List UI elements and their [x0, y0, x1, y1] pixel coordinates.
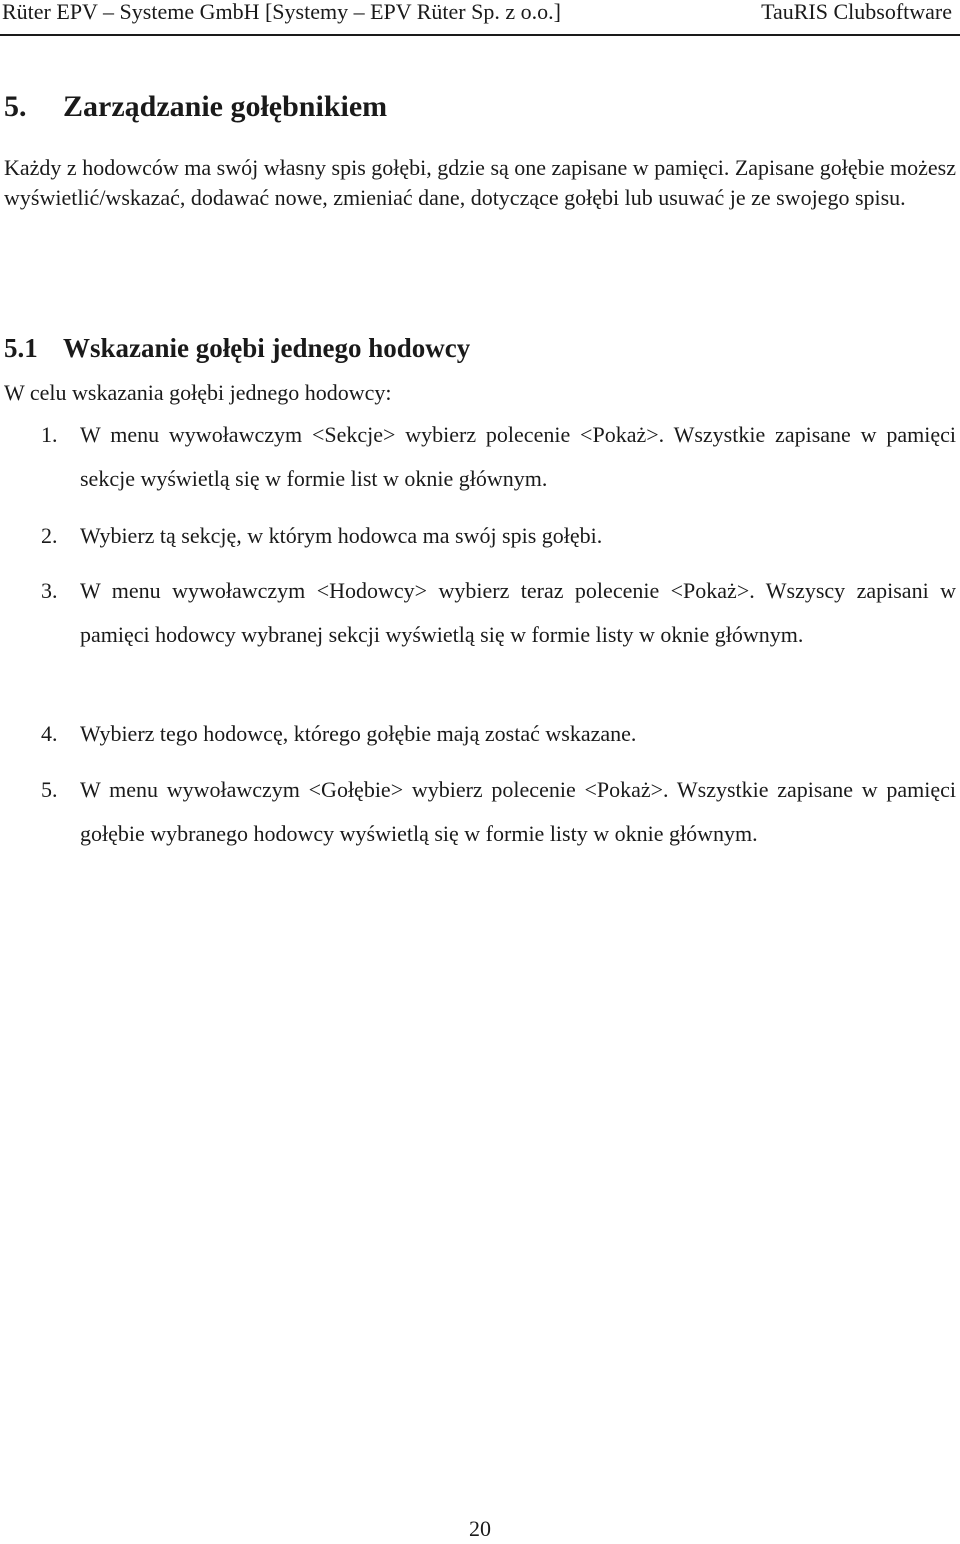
list-item-number: 3. [41, 578, 58, 603]
list-item-number: 4. [41, 721, 58, 746]
list-item-text: Wybierz tego hodowcę, którego gołębie mają zostać wskazane. [80, 721, 637, 746]
page-number: 20 [469, 1516, 491, 1541]
section-number: 5.1 [4, 333, 38, 363]
page-header [0, 0, 960, 36]
chapter-number: 5. [4, 90, 27, 123]
section-heading [4, 331, 470, 365]
list-item-text: W menu wywoławczym <Sekcje> wybierz polecenie <Pokaż>. Wszystkie zapisane w pamięci sekcje wyświetlą się w formie list w oknie głównym. [80, 422, 956, 491]
intro-paragraph: Każdy z hodowców ma swój własny spis gołębi, gdzie są one zapisane w pamięci. Zapisane gołębie możesz wyświetlić/wskazać, dodawać nowe, zmieniać dane, dotyczące gołębi lub usuwać je ze swojego spisu. [4, 155, 956, 210]
section-title: Wskazanie gołębi jednego hodowcy [63, 333, 471, 363]
list-item-text: W menu wywoławczym <Gołębie> wybierz polecenie <Pokaż>. Wszystkie zapisane w pamięci gołębie wybranego hodowcy wyświetlą się w formie listy w oknie głównym. [80, 777, 956, 846]
list-item-number: 2. [41, 523, 58, 548]
list-item-text: W menu wywoławczym <Hodowcy> wybierz teraz polecenie <Pokaż>. Wszyscy zapisani w pamięci hodowcy wybranej sekcji wyświetlą się w formie listy w oknie głównym. [80, 578, 956, 647]
list-item-number: 1. [41, 422, 58, 447]
header-company: Rüter EPV – Systeme GmbH [Systemy – EPV Rüter Sp. z o.o.] [2, 0, 561, 24]
chapter-heading [4, 89, 387, 125]
list-item-number: 5. [41, 777, 58, 802]
chapter-title: Zarządzanie gołębnikiem [63, 90, 388, 123]
section-lead: W celu wskazania gołębi jednego hodowcy: [4, 380, 392, 405]
list-item-text: Wybierz tą sekcję, w którym hodowca ma swój spis gołębi. [80, 523, 603, 548]
header-product: TauRIS Clubsoftware [761, 0, 952, 24]
